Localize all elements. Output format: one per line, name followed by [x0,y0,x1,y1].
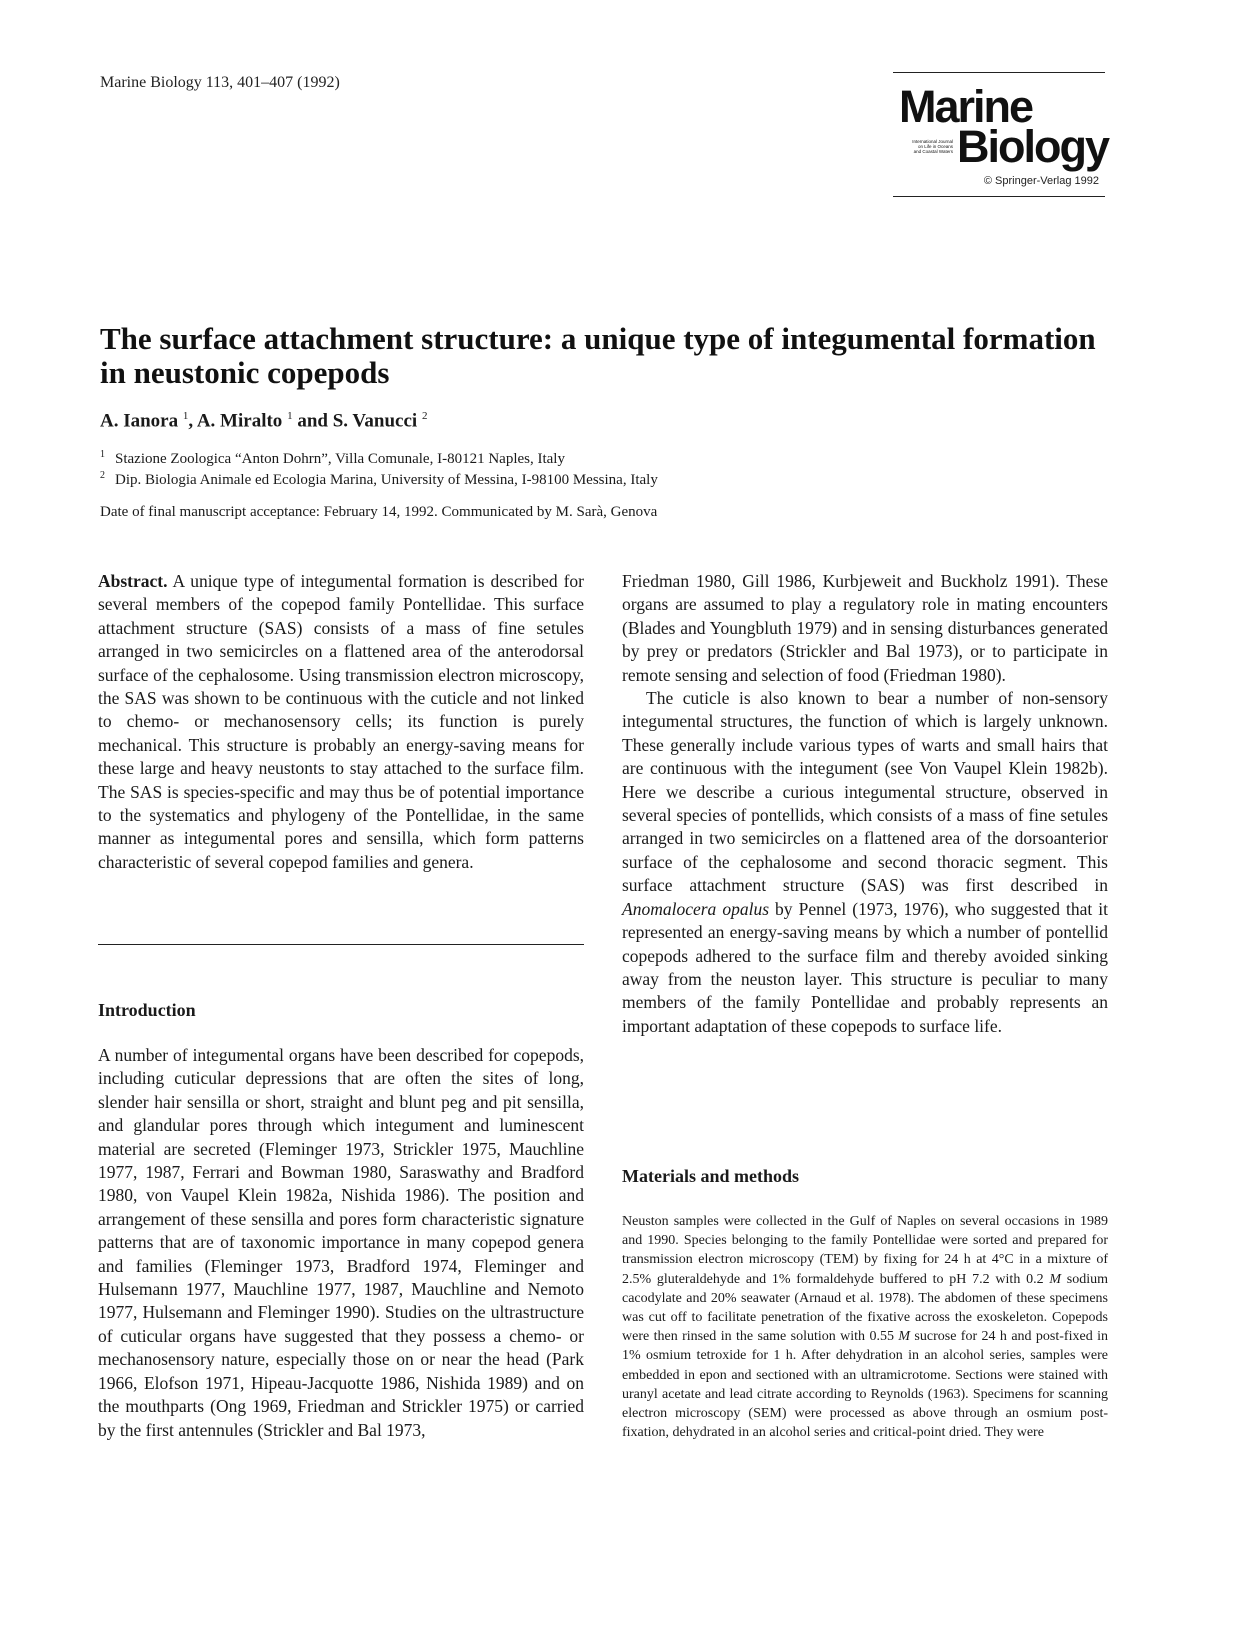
logo-subtitle [893,139,953,154]
affiliation-text: Stazione Zoologica “Anton Dohrn”, Villa Comunale, I-80121 Naples, Italy [115,451,565,467]
author-affil-mark: 2 [421,410,428,422]
abstract-separator [98,944,584,945]
unit-molar: M [1049,1271,1061,1287]
logo-subtitle-line: and Coastal Waters [913,149,953,154]
author-name: A. Ianora [100,410,179,432]
logo-subtitle-line: on Life in Oceans [917,144,953,149]
paragraph-text: Neuston samples were collected in the Gulf of Naples on several occasions in 1989 and 1990. Species belonging to the family Pontellidae were sorted and prepared for transmission electron microscopy (TEM) by fixing for 24 h at 4°C in a mixture of 2.5% gluteraldehyde and 1% formaldehyde buffered to pH 7.2 with 0.2 [622,1214,1108,1287]
logo-subtitle-line: International Journal [912,139,953,144]
species-name: Anomalocera opalus [622,898,769,919]
methods-heading: Materials and methods [622,1166,799,1186]
journal-logo [893,72,1108,198]
paragraph-text: by Pennel (1973, 1976), who suggested that it represented an energy-saving means by which a number of pontellid copepods adhered to the surface film and thereby avoided sinking away from the neuston layer. This structure is peculiar to many members of the family Pontellidae and probably represents an important adaptation of these copepods to surface life. [622,898,1108,1036]
author-affil-mark: 1 [182,410,189,422]
methods-paragraph [622,1212,1108,1442]
author-list [100,410,427,432]
unit-molar: M [898,1329,911,1345]
logo-word-biology: Biology [957,121,1108,172]
logo-top-rule [893,72,1105,73]
introduction-paragraph [98,1044,584,1442]
logo-copyright: © Springer-Verlag 1992 [983,175,1099,187]
logo-word-marine: Marine [899,81,1033,132]
acceptance-dateline: Date of final manuscript acceptance: February 14, 1992. Communicated by M. Sarà, Genova [100,504,658,520]
logo-bottom-rule [893,196,1105,197]
abstract [98,570,584,874]
abstract-text: A unique type of integumental formation is described for several members of the copepod family Pontellidae. This surface attachment structure (SAS) consists of a mass of fine setules arranged in two semicircles on a flattened area of the anterodorsal surface of the cephalosome. Using transmission electron microscopy, the SAS was shown to be continuous with the cuticle and not linked to chemo- or mechanosensory cells; its function is purely mechanical. This structure is probably an energy-saving means for these large and heavy neustonts to stay attached to the surface film. The SAS is species-specific and may thus be of potential importance to the systematics and phylogeny of the Pontellidae, in the same manner as integumental pores and sensilla, which form patterns characteristic of several copepod families and genera. [98,571,584,872]
author-name: A. Miralto [196,410,283,432]
running-head: Marine Biology 113, 401–407 (1992) [100,74,340,91]
affiliation [100,466,658,490]
paragraph-text: Friedman 1980, Gill 1986, Kurbjeweit and Buckholz 1991). These organs are assumed to play a regulatory role in mating encounters (Blades and Youngbluth 1979) and in sensing disturbances generated by prey or predators (Strickler and Bal 1973), or to participate in remote sensing and selection of food (Friedman 1980). [622,571,1108,685]
author-name: S. Vanucci [332,410,418,432]
affiliation-mark: 2 [100,470,105,481]
author-affil-mark: 1 [287,410,293,422]
paragraph-text: sucrose for 24 h and post-fixed in 1% osmium tetroxide for 1 h. After dehydration in an alcohol series, samples were embedded in epon and sectioned with an ultramicrotome. Sections were stained with uranyl acetate and lead citrate according to Reynolds (1963). Specimens for scanning electron microscopy (SEM) were processed as above through an osmium post-fixation, dehydrated in an alcohol series and critical-point dried. They were [622,1329,1108,1441]
affiliation-text: Dip. Biologia Animale ed Ecologia Marina, University of Messina, I-98100 Messina, Italy [115,472,658,488]
paragraph-text: The cuticle is also known to bear a number of non-sensory integumental structures, the function of which is largely unknown. These generally include various types of warts and small hairs that are continuous with the integument (see Von Vaupel Klein 1982b). Here we describe a curious integumental structure, observed in several species of pontellids, which consists of a mass of fine setules arranged in two semicircles on a flattened area of the dorsoanterior surface of the cephalosome and second thoracic segment. This surface attachment structure (SAS) was first described in [622,688,1108,896]
paragraph-text: sodium cacodylate and 20% seawater (Arnaud et al. 1978). The abdomen of these specimens was cut off to facilitate penetration of the fixative across the exoskeleton. Copepods were then rinsed in the same solution with 0.55 [622,1271,1108,1345]
paragraph [622,687,1108,1038]
abstract-label: Abstract. [98,571,168,591]
introduction-heading: Introduction [98,1000,196,1020]
author-separator: and [292,410,333,432]
article-title: The surface attachment structure: a unique type of integumental formation in neustonic copepods [100,321,1096,390]
affiliation-mark: 1 [100,449,105,460]
paragraph-text: A number of integumental organs have been described for copepods, including cuticular depressions that are often the sites of long, slender hair sensilla or short, straight and blunt peg and pit sensilla, and glandular pores through which integument and luminescent material are secreted (Fleminger 1973, Strickler 1975, Mauchline 1977, 1987, Ferrari and Bowman 1980, Saraswathy and Bradford 1980, von Vaupel Klein 1982a, Nishida 1986). The position and arrangement of these sensilla and pores form characteristic signature patterns that are of taxonomic importance in many copepod genera and families (Fleminger 1973, Bradford 1974, Fleminger and Hulsemann 1977, Mauchline 1977, 1987, Mauchline and Nemoto 1977, Hulsemann and Fleminger 1990). Studies on the ultrastructure of cuticular organs have suggested that they possess a chemo- or mechanosensory nature, especially those on or near the head (Park 1966, Elofson 1971, Hipeau-Jacquotte 1986, Nishida 1989) and on the mouthparts (Ong 1969, Friedman and Strickler 1975) or carried by the first antennules (Strickler and Bal 1973, [98,1045,584,1440]
author-separator: , [188,410,197,432]
introduction-continued [622,570,1108,1038]
